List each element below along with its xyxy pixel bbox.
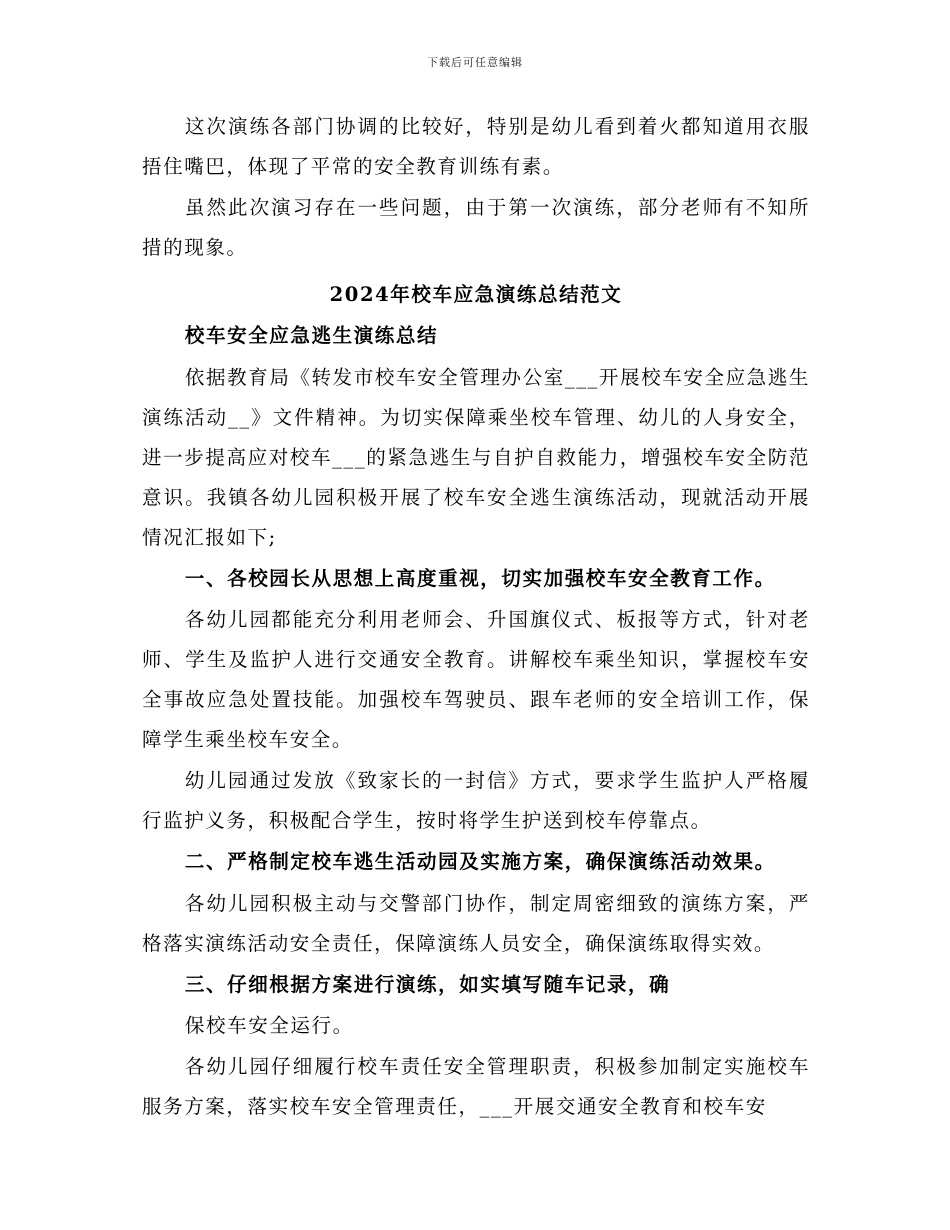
body-paragraph: 幼儿园通过发放《致家长的一封信》方式，要求学生监护人严格履行监护义务，积极配合学生，按时将学生护送到校车停靠点。: [142, 769, 810, 833]
document-title: 2024年校车应急演练总结范文: [329, 283, 623, 307]
section-subtitle: 校车安全应急逃生演练总结: [184, 324, 439, 348]
body-paragraph: 保校车安全运行。: [184, 1013, 354, 1037]
body-paragraph: 各幼儿园都能充分利用老师会、升国旗仪式、板报等方式，针对老师、学生及监护人进行交通安全教育。讲解校车乘坐知识，掌握校车安全事故应急处置技能。加强校车驾驶员、跟车老师的安全培训工作，保障学生乘坐校车安全。: [142, 607, 810, 751]
page-header: 下载后可任意编辑: [427, 56, 523, 69]
document-body: [142, 107, 810, 1128]
body-paragraph: 各幼儿园仔细履行校车责任安全管理职责，积极参加制定实施校车服务方案，落实校车安全管理责任，___开展交通安全教育和校车安: [142, 1055, 810, 1119]
section-heading: 二、严格制定校车逃生活动园及实施方案，确保演练活动效果。: [184, 850, 776, 874]
body-paragraph: 这次演练各部门协调的比较好，特别是幼儿看到着火都知道用衣服捂住嘴巴，体现了平常的安全教育训练有素。: [142, 115, 810, 178]
section-heading: 三、仔细根据方案进行演练，如实填写随车记录，确: [184, 972, 671, 996]
section-heading: 一、各校园长从思想上高度重视，切实加强校车安全教育工作。: [184, 566, 776, 590]
body-paragraph: 依据教育局《转发市校车安全管理办公室___开展校车安全应急逃生演练活动__》文件精神。为切实保障乘坐校车管理、幼儿的人身安全，进一步提高应对校车___的紧急逃生与自护自救能力，增强校车安全防范意识。我镇各幼儿园积极开展了校车安全逃生演练活动，现就活动开展情况汇报如下;: [142, 365, 810, 549]
body-paragraph: 虽然此次演习存在一些问题，由于第一次演练，部分老师有不知所措的现象。: [142, 196, 810, 260]
body-paragraph: 各幼儿园积极主动与交警部门协作，制定周密细致的演练方案，严格落实演练活动安全责任，保障演练人员安全，确保演练取得实效。: [142, 891, 810, 955]
